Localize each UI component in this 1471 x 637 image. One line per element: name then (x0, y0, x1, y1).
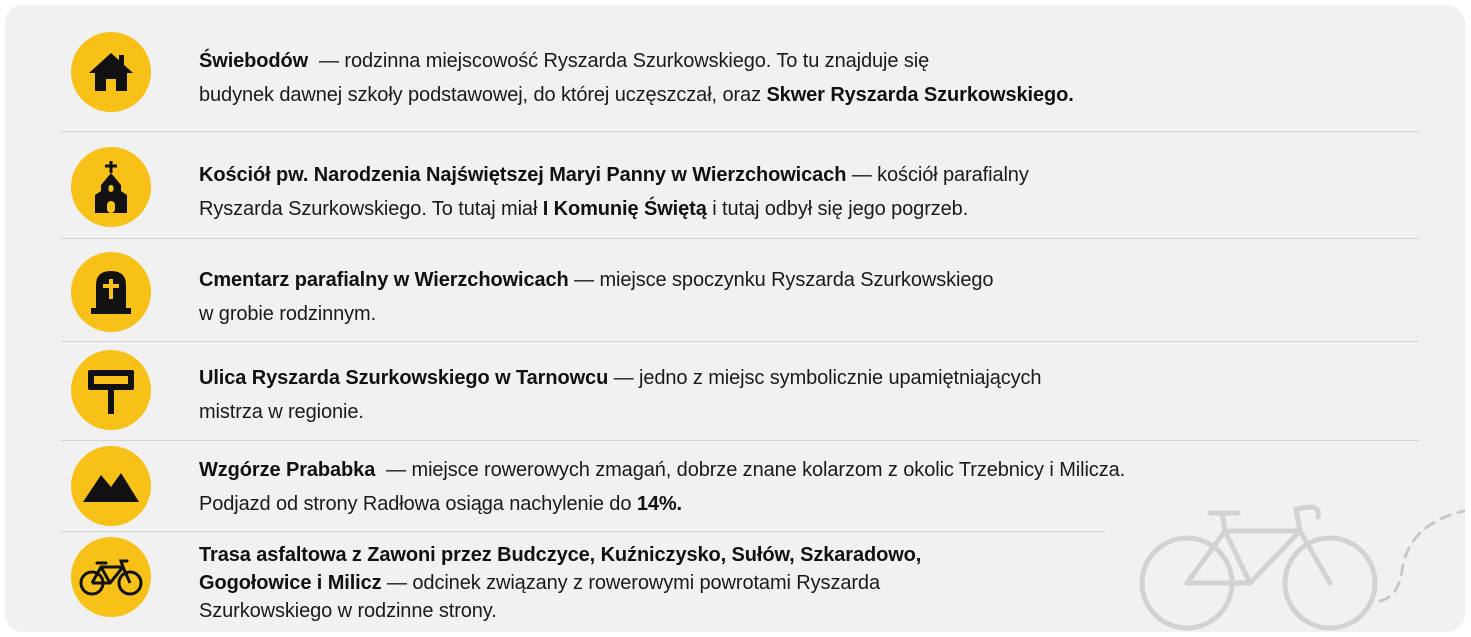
text-segment: budynek dawnej szkoły podstawowej, do której uczęszczał, oraz (199, 84, 767, 106)
house-icon (71, 32, 151, 112)
text-segment: — odcinek związany z rowerowymi powrotami Ryszarda (381, 572, 880, 594)
text-segment: — kościół parafialny (846, 164, 1029, 186)
description-line (199, 569, 921, 597)
bold-segment: Ulica Ryszarda Szurkowskiego w Tarnowcu (199, 367, 609, 389)
bold-segment: Trasa asfaltowa z Zawoni przez Budczyce, Kuźniczysko, Sułów, Szkaradowo, (199, 544, 922, 566)
description-line (199, 78, 1074, 112)
place-row-church (61, 132, 1419, 238)
mountains-icon (71, 446, 151, 526)
description-line (199, 192, 1029, 226)
place-row-cemetery (61, 239, 1419, 341)
text-segment: mistrza w regionie. (199, 401, 364, 423)
places-card (5, 5, 1465, 632)
place-description (199, 44, 1074, 112)
place-description (199, 541, 921, 625)
description-line (199, 297, 993, 331)
bicycle-icon (71, 537, 151, 617)
church-icon (71, 147, 151, 227)
text-segment: — rodzinna miejscowość Ryszarda Szurkowskiego. To tu znajduje się (308, 50, 930, 72)
description-line (199, 487, 1125, 521)
text-segment: — miejsce rowerowych zmagań, dobrze znane kolarzom z okolic Trzebnicy i Milicza. (375, 459, 1126, 481)
bold-segment: Cmentarz parafialny w Wierzchowicach (199, 269, 569, 291)
bold-segment: 14%. (636, 493, 682, 515)
bold-segment: Gogołowice i Milicz (199, 572, 382, 594)
street-sign-icon (71, 350, 151, 430)
description-line (199, 453, 1125, 487)
place-description (199, 158, 1029, 226)
description-line (199, 541, 921, 569)
text-segment: — jedno z miejsc symbolicznie upamiętniających (608, 367, 1042, 389)
bicycle-route-illustration (1130, 501, 1465, 632)
text-segment: i tutaj odbył się jego pogrzeb. (706, 198, 969, 220)
description-line (199, 395, 1041, 429)
bold-segment: Świebodów (199, 50, 309, 72)
description-line (199, 44, 1074, 78)
description-line (199, 263, 993, 297)
text-segment: w grobie rodzinnym. (199, 303, 377, 325)
place-row-street (61, 342, 1419, 440)
bold-segment: Skwer Ryszarda Szurkowskiego. (766, 84, 1074, 106)
place-description (199, 453, 1125, 521)
text-segment: Szurkowskiego w rodzinne strony. (199, 600, 497, 622)
text-segment: Ryszarda Szurkowskiego. To tutaj miał (199, 198, 543, 220)
description-line (199, 158, 1029, 192)
place-description (199, 263, 993, 331)
place-description (199, 361, 1041, 429)
tombstone-icon (71, 252, 151, 332)
bold-segment: Kościół pw. Narodzenia Najświętszej Maryi Panny w Wierzchowicach (199, 164, 847, 186)
text-segment: — miejsce spoczynku Ryszarda Szurkowskiego (568, 269, 994, 291)
place-row-swiebodow (61, 5, 1419, 131)
bold-segment: Wzgórze Prababka (199, 459, 376, 481)
text-segment: Podjazd od strony Radłowa osiąga nachylenie do (199, 493, 637, 515)
bold-segment: I Komunię Świętą (542, 198, 707, 220)
description-line (199, 361, 1041, 395)
description-line (199, 597, 921, 625)
